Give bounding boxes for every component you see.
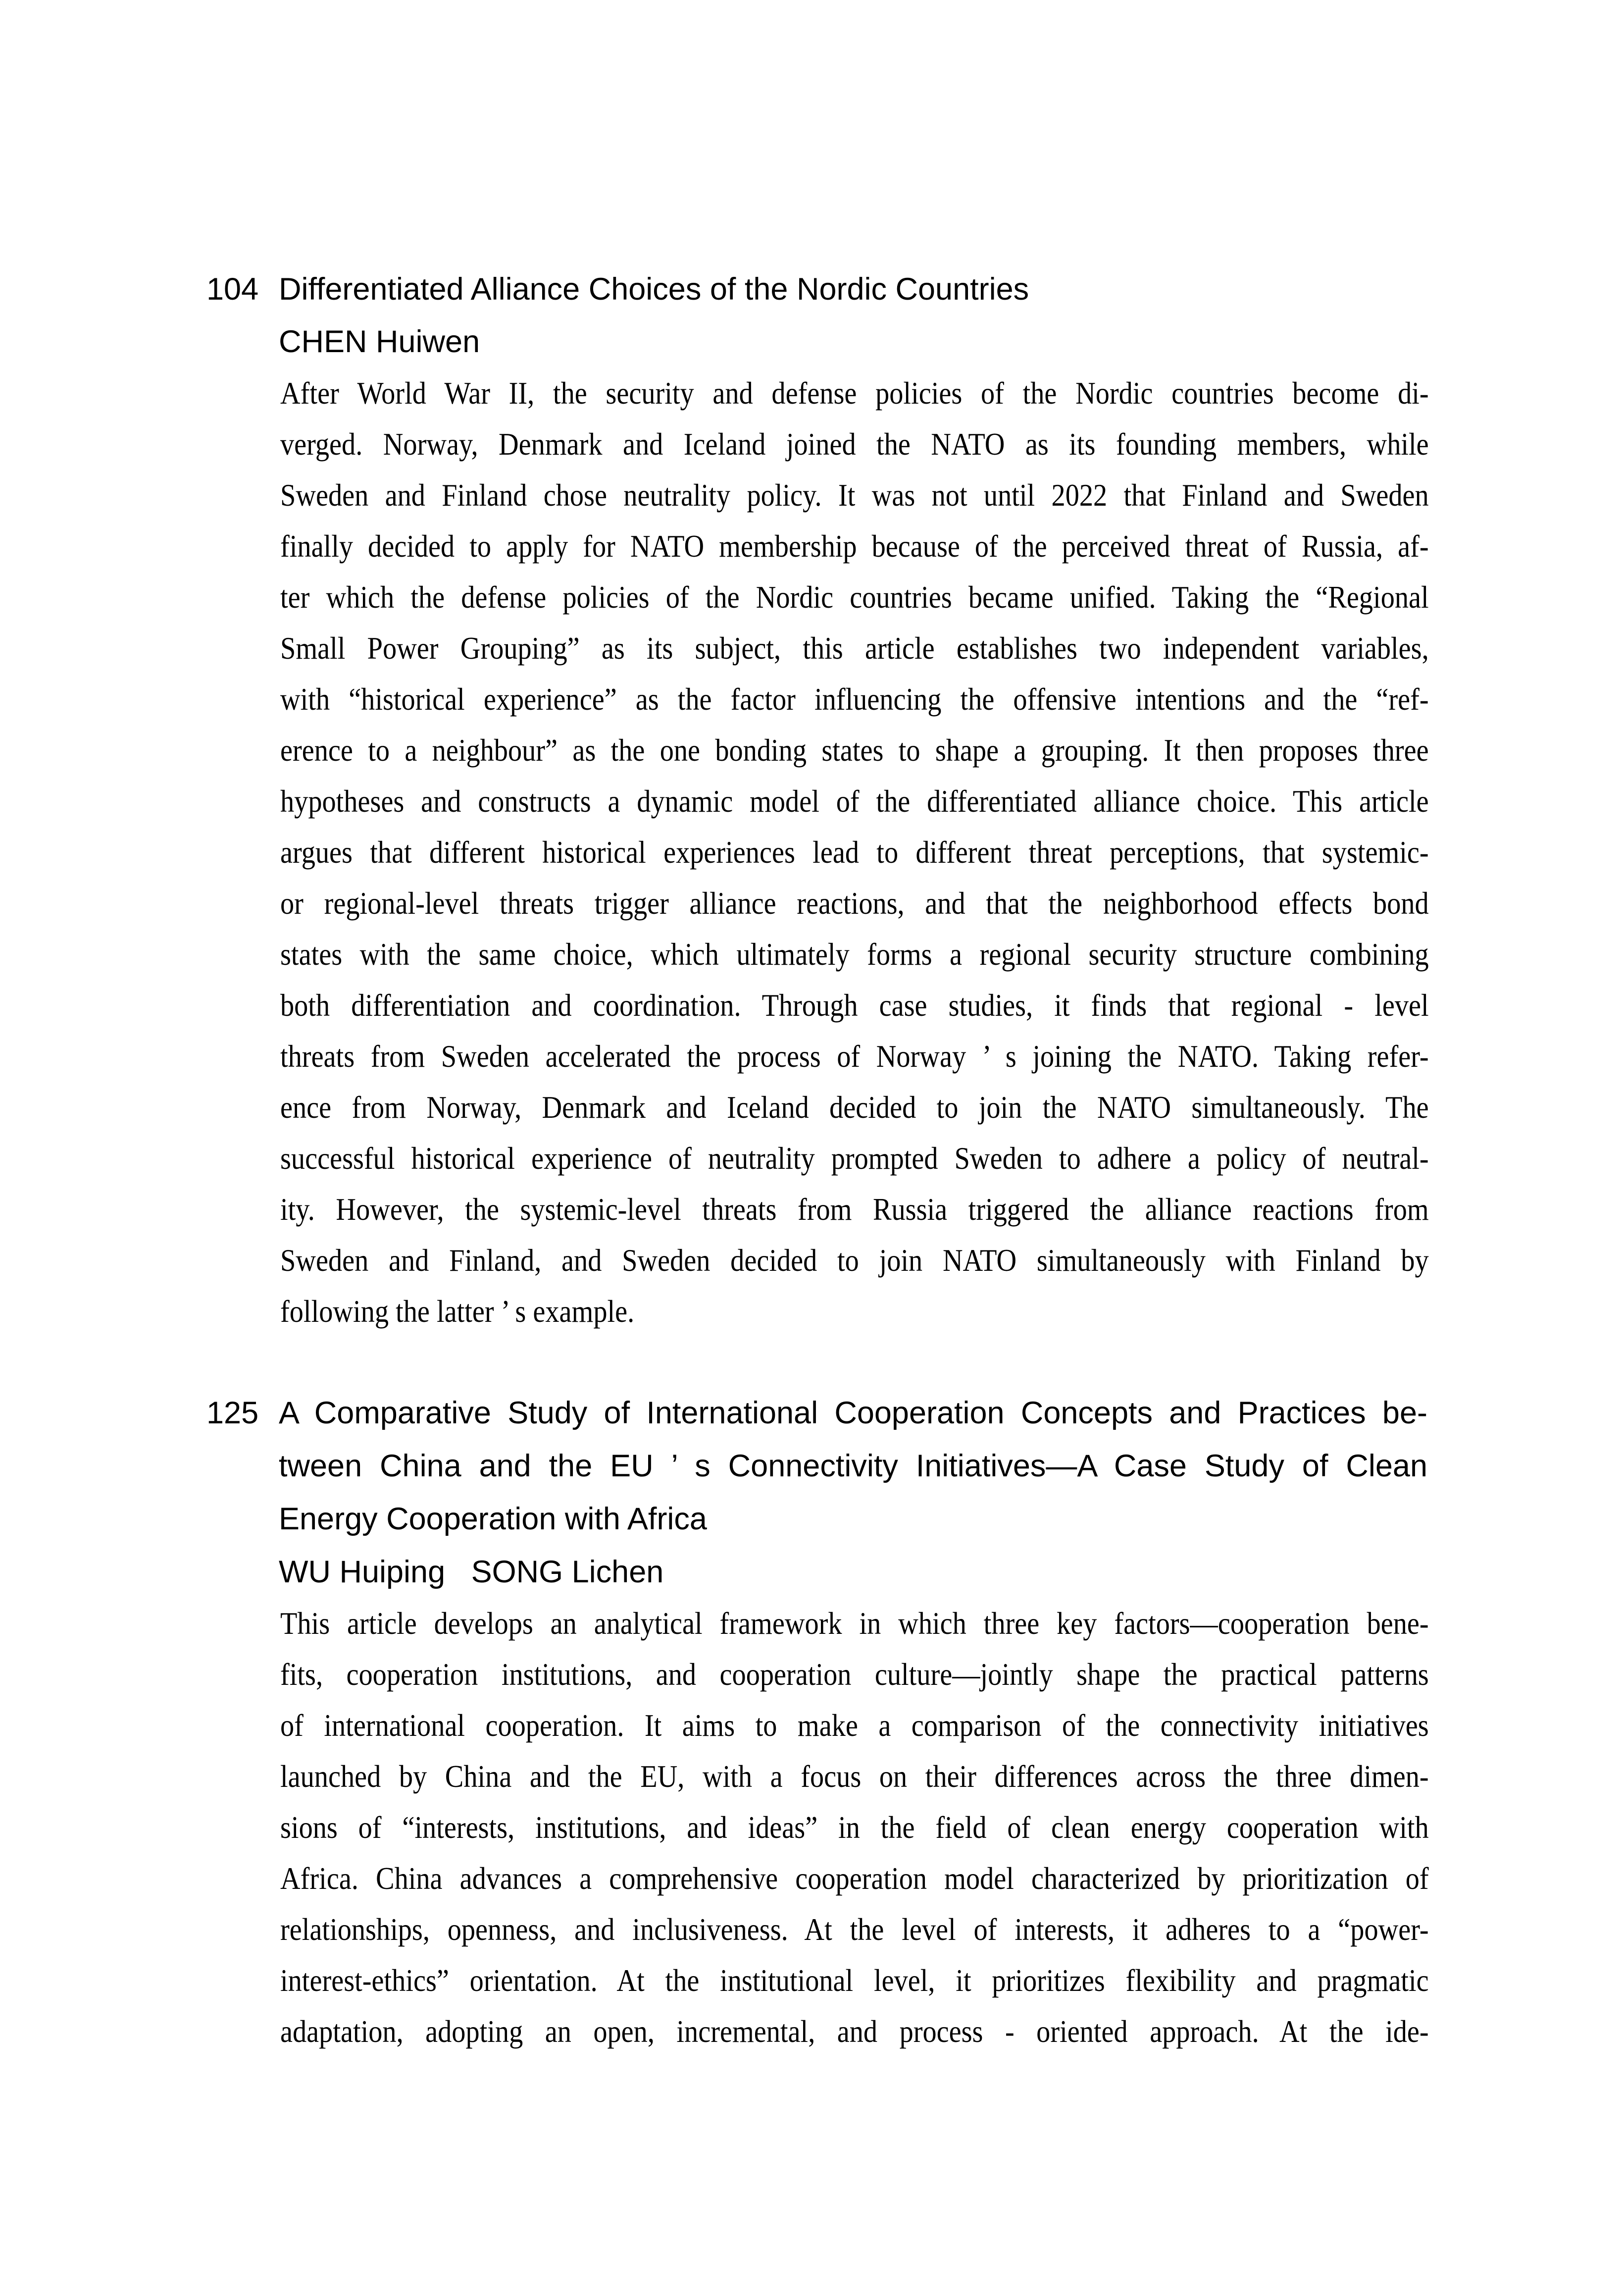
abstract-line: states with the same choice, which ultimately forms a regional security structure combining bbox=[280, 937, 1429, 972]
abstract-line: adaptation, adopting an open, incremental, and process - oriented approach. At the ide- bbox=[280, 2014, 1429, 2049]
abstract-line: interest-ethics” orientation. At the institutional level, it prioritizes flexibility and pragmatic bbox=[280, 1963, 1429, 1998]
article-title-line: A Comparative Study of International Cooperation Concepts and Practices be- bbox=[279, 1396, 1427, 1430]
abstract-line: successful historical experience of neutrality prompted Sweden to adhere a policy of neutral- bbox=[280, 1141, 1429, 1176]
abstract-line: launched by China and the EU, with a focus on their differences across the three dimen- bbox=[280, 1759, 1429, 1794]
article-title: Differentiated Alliance Choices of the Nordic Countries bbox=[279, 272, 1029, 307]
abstract-line: verged. Norway, Denmark and Iceland joined the NATO as its founding members, while bbox=[280, 426, 1429, 462]
abstract-line: Sweden and Finland, and Sweden decided to join NATO simultaneously with Finland by bbox=[280, 1243, 1429, 1278]
abstract-line: of international cooperation. It aims to make a comparison of the connectivity initiatives bbox=[280, 1708, 1429, 1743]
abstract-line: sions of “interests, institutions, and ideas” in the field of clean energy cooperation with bbox=[280, 1810, 1429, 1845]
abstract-line: ity. However, the systemic-level threats from Russia triggered the alliance reactions from bbox=[280, 1192, 1429, 1227]
abstract-line: Sweden and Finland chose neutrality policy. It was not until 2022 that Finland and Sweden bbox=[280, 477, 1429, 513]
article-number: 104 bbox=[206, 272, 259, 307]
abstract-line: or regional-level threats trigger alliance reactions, and that the neighborhood effects bond bbox=[280, 886, 1429, 921]
article-authors: CHEN Huiwen bbox=[279, 324, 480, 359]
article-number: 125 bbox=[206, 1396, 259, 1430]
abstract-line: both differentiation and coordination. Through case studies, it finds that regional - level bbox=[280, 988, 1429, 1023]
abstract-line: finally decided to apply for NATO membership because of the perceived threat of Russia, af- bbox=[280, 528, 1429, 564]
article-title-line: Energy Cooperation with Africa bbox=[279, 1502, 707, 1536]
abstract-line: argues that different historical experiences lead to different threat perceptions, that systemic- bbox=[280, 835, 1429, 870]
abstract-line: fits, cooperation institutions, and cooperation culture—jointly shape the practical patterns bbox=[280, 1657, 1429, 1692]
abstract-line: with “historical experience” as the factor influencing the offensive intentions and the “ref- bbox=[280, 681, 1429, 717]
abstract-line: relationships, openness, and inclusiveness. At the level of interests, it adheres to a “power- bbox=[280, 1912, 1429, 1947]
article-authors: WU Huiping SONG Lichen bbox=[279, 1555, 664, 1589]
abstract-line: ence from Norway, Denmark and Iceland decided to join the NATO simultaneously. The bbox=[280, 1090, 1429, 1125]
abstract-line: erence to a neighbour” as the one bonding states to shape a grouping. It then proposes three bbox=[280, 732, 1429, 768]
article-title-line: tween China and the EU ’ s Connectivity Initiatives—A Case Study of Clean bbox=[279, 1449, 1427, 1483]
abstract-line: threats from Sweden accelerated the process of Norway ’ s joining the NATO. Taking refer- bbox=[280, 1039, 1429, 1074]
abstract-line: hypotheses and constructs a dynamic model of the differentiated alliance choice. This article bbox=[280, 783, 1429, 819]
abstract-line: This article develops an analytical framework in which three key factors—cooperation bene- bbox=[280, 1606, 1429, 1641]
abstract-line: ter which the defense policies of the Nordic countries became unified. Taking the “Regional bbox=[280, 579, 1429, 615]
abstract-line: following the latter ’ s example. bbox=[280, 1294, 635, 1329]
abstract-line: Africa. China advances a comprehensive cooperation model characterized by prioritization of bbox=[280, 1861, 1429, 1896]
abstract-line: After World War II, the security and defense policies of the Nordic countries become di- bbox=[280, 375, 1429, 411]
abstract-line: Small Power Grouping” as its subject, this article establishes two independent variables, bbox=[280, 630, 1429, 666]
